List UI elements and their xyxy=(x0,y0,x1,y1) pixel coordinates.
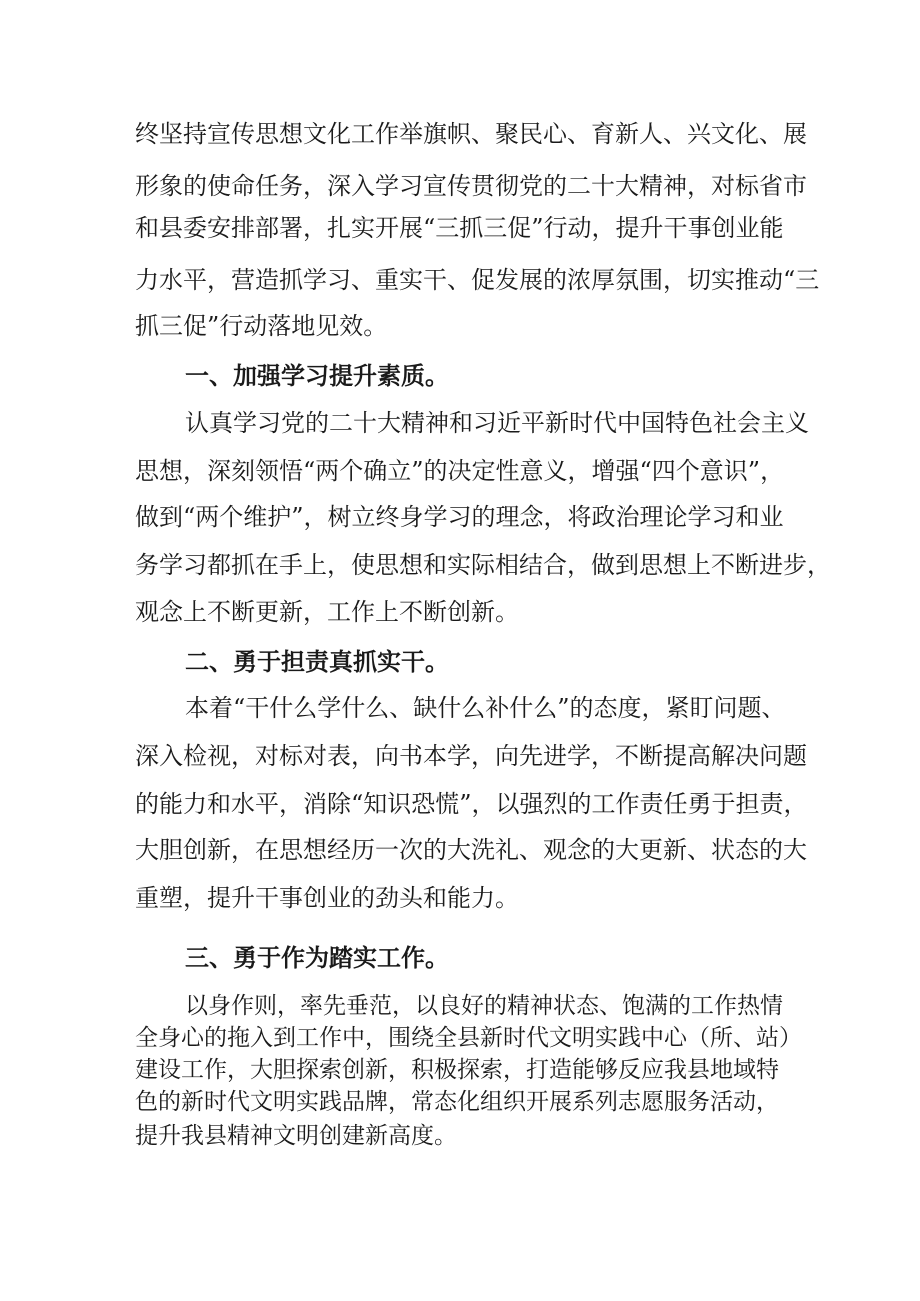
paragraph-line: 大胆创新，在思想经历一次的大洗礼、观念的大更新、状态的大 xyxy=(135,836,807,864)
paragraph-line: 认真学习党的二十大精神和习近平新时代中国特色社会主义 xyxy=(185,409,809,437)
paragraph-line: 建设工作，大胆探索创新，积极探索，打造能够反应我县地域特 xyxy=(135,1057,779,1083)
paragraph-line: 深入检视，对标对表，向书本学，向先进学，不断提高解决问题 xyxy=(135,742,807,770)
paragraph-line: 重塑，提升干事创业的劲头和能力。 xyxy=(135,884,519,912)
paragraph-line: 观念上不断更新，工作上不断创新。 xyxy=(135,598,519,626)
paragraph-line: 色的新时代文明实践品牌，常态化组织开展系列志愿服务活动， xyxy=(135,1089,779,1115)
paragraph-line: 全身心的拖入到工作中，围绕全县新时代文明实践中心（所、站） xyxy=(135,1025,802,1051)
paragraph-line: 本着“干什么学什么、缺什么补什么”的态度，紧盯问题、 xyxy=(185,694,786,722)
paragraph-line: 力水平，营造抓学习、重实干、促发展的浓厚氛围，切实推动“三 xyxy=(135,266,820,294)
paragraph-line: 终坚持宣传思想文化工作举旗帜、聚民心、育新人、兴文化、展 xyxy=(135,120,807,148)
paragraph-line: 做到“两个维护”，树立终身学习的理念，将政治理论学习和业 xyxy=(135,503,784,531)
section-heading-1: 一、加强学习提升素质。 xyxy=(185,362,449,390)
paragraph-line: 提升我县精神文明创建新高度。 xyxy=(135,1123,457,1149)
paragraph-line: 和县委安排部署，扎实开展“三抓三促”行动，提升干事创业能 xyxy=(135,214,784,242)
paragraph-line: 抓三促”行动落地见效。 xyxy=(135,312,388,340)
paragraph-line: 思想，深刻领悟“两个确立”的决定性意义，增强“四个意识”， xyxy=(135,457,785,485)
section-heading-2: 二、勇于担责真抓实干。 xyxy=(185,648,449,676)
paragraph-line: 以身作则，率先垂范，以良好的精神状态、饱满的工作热情 xyxy=(185,993,783,1019)
paragraph-line: 形象的使命任务，深入学习宣传贯彻党的二十大精神，对标省市 xyxy=(135,172,807,200)
paragraph-line: 的能力和水平，消除“知识恐慌”，以强烈的工作责任勇于担责， xyxy=(135,790,808,818)
section-heading-3: 三、勇于作为踏实工作。 xyxy=(185,944,449,972)
paragraph-line: 务学习都抓在手上，使思想和实际相结合，做到思想上不断进步， xyxy=(135,551,831,579)
